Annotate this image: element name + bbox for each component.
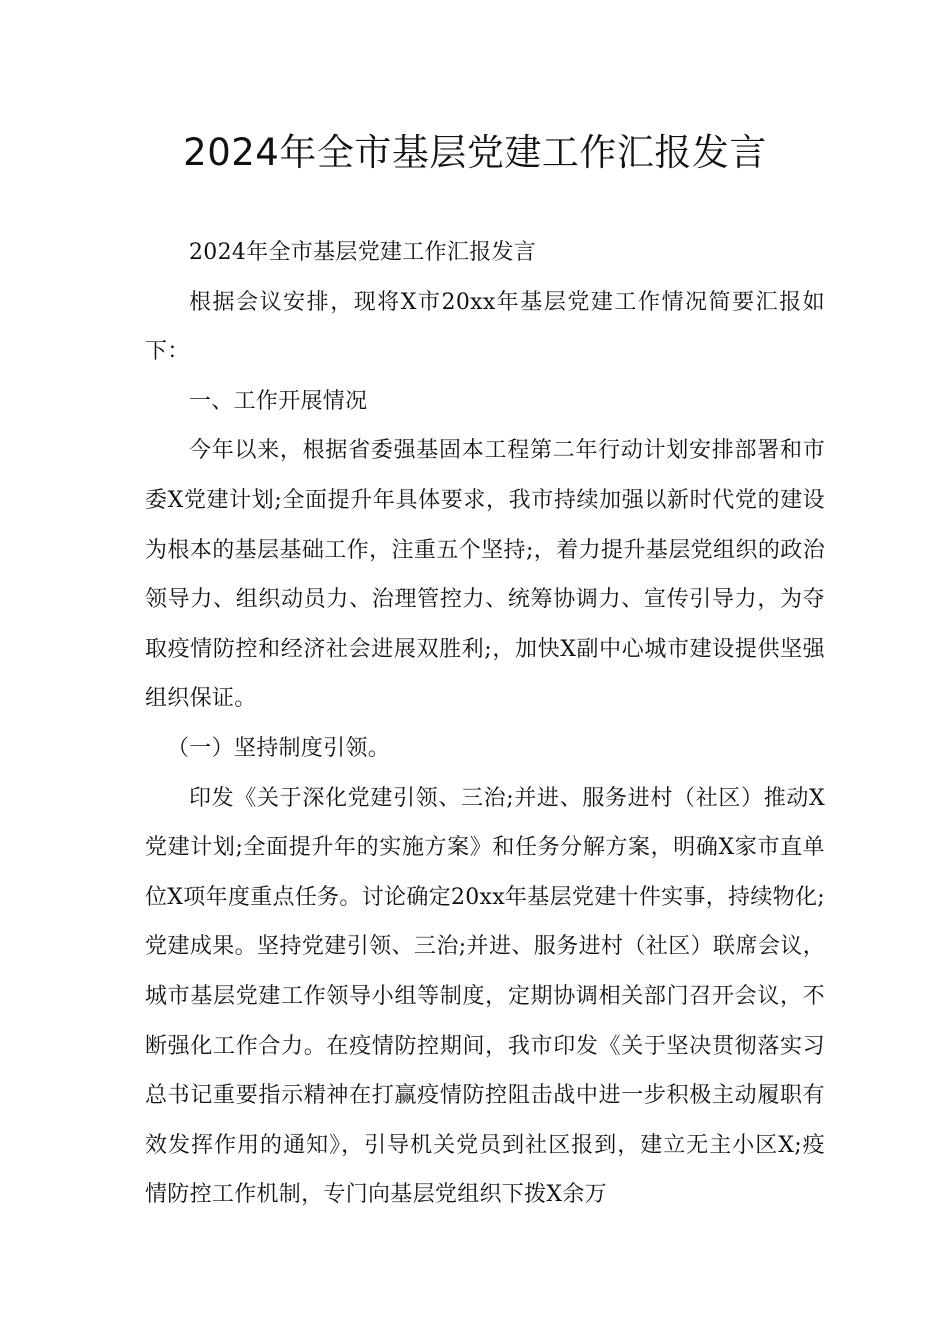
subsection-heading: （一）坚持制度引领。: [167, 735, 391, 761]
paragraph-subtitle: 2024年全市基层党建工作汇报发言: [189, 240, 537, 265]
paragraph-details: 印发《关于深化党建引领、三治;并进、服务进村（社区）推动X党建计划;全面提升年的实施方案》和任务分解方案，明确X家市直单位X项年度重点任务。讨论确定20xx年基层党建十件实事，持续物化;党建成果。坚持党建引领、三治;并进、服务进村（社区）联席会议，城市基层党建工作领导小组等制度，定期协调相关部门召开会议，不断强化工作合力。在疫情防控期间，我市印发《关于坚决贯彻落实习总书记重要指示精神在打赢疫情防控阻击战中进一步积极主动履职有效发挥作用的通知》，引导机关党员到社区报到，建立无主小区X;疫情防控工作机制，专门向基层党组织下拨X余万: [145, 785, 825, 1208]
section-heading: 一、工作开展情况: [189, 388, 368, 414]
paragraph-intro: 根据会议安排，现将X市20xx年基层党建工作情况简要汇报如下：: [145, 289, 825, 365]
paragraph-overview: 今年以来，根据省委强基固本工程第二年行动计划安排部署和市委X党建计划;全面提升年具体要求，我市持续加强以新时代党的建设为根本的基层基础工作，注重五个坚持;，着力提升基层党组织的政治领导力、组织动员力、治理管控力、统筹协调力、宣传引导力，为夺取疫情防控和经济社会进展双胜利;，加快X副中心城市建设提供坚强组织保证。: [145, 438, 825, 712]
document-body: [145, 228, 825, 1220]
document-title: 2024年全市基层党建工作汇报发言: [183, 131, 767, 174]
